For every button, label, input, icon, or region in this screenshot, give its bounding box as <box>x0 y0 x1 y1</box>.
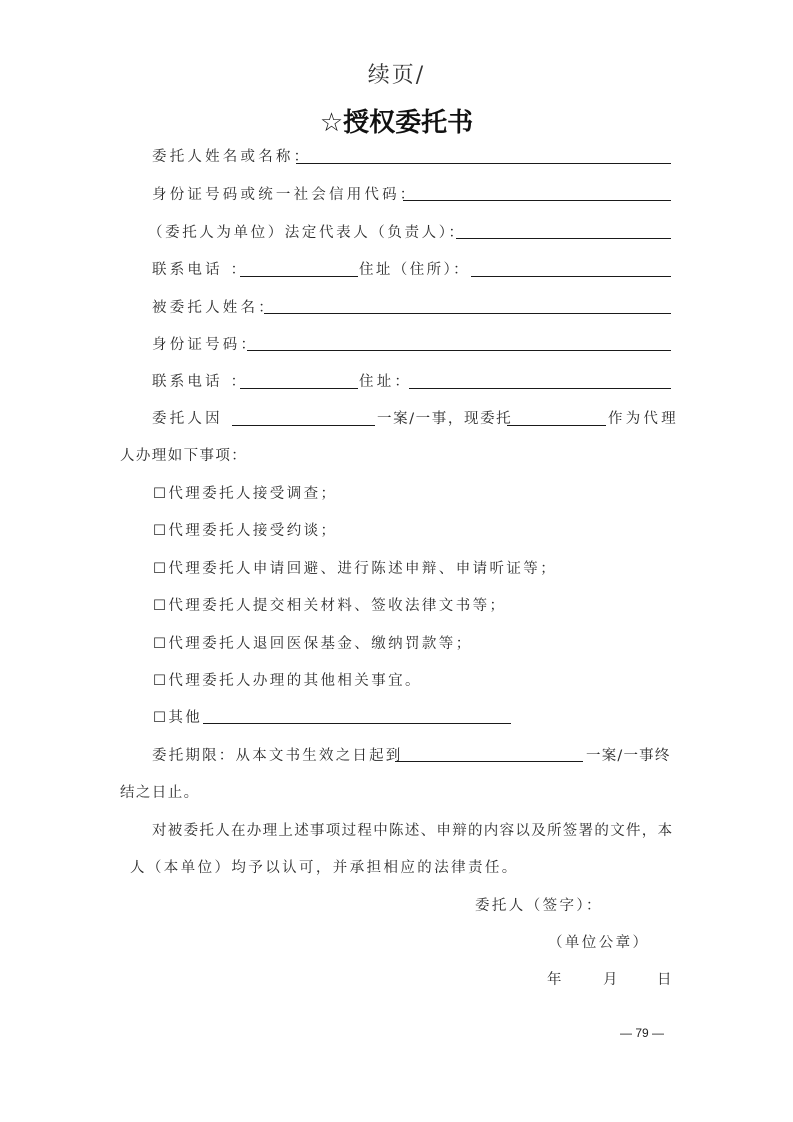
case-line2: 人办理如下事项： <box>120 448 248 464</box>
agent-id-label: 身份证号码： <box>152 337 259 353</box>
matter-checkbox-item[interactable]: ☐代理委托人办理的其他相关事宜。 <box>153 673 422 689</box>
year-label: 年 <box>547 972 565 988</box>
agent-id-field[interactable] <box>247 350 671 351</box>
acknowledgement-line1: 对被委托人在办理上述事项过程中陈述、申辩的内容以及所签署的文件，本 <box>152 823 674 839</box>
other-checkbox-item[interactable]: ☐其他 <box>153 710 203 726</box>
id-credit-code-field[interactable] <box>403 200 671 201</box>
matter-checkbox-item[interactable]: ☐代理委托人申请回避、进行陈述申辩、申请听证等； <box>153 561 558 577</box>
document-title: ☆授权委托书 <box>319 108 474 138</box>
id-credit-code-label: 身份证号码或统一社会信用代码： <box>152 187 418 203</box>
agent-address-label: 住址： <box>359 374 413 390</box>
principal-address-label: 住址（住所）： <box>359 262 471 278</box>
term-suffix: 一案/一事终 <box>586 748 671 764</box>
matter-checkbox-item[interactable]: ☐代理委托人接受调查； <box>153 486 338 502</box>
matter-checkbox-item[interactable]: ☐代理委托人退回医保基金、缴纳罚款等； <box>153 636 473 652</box>
agent-name-field[interactable] <box>264 313 671 314</box>
term-field[interactable] <box>395 761 583 762</box>
agent-name-label: 被委托人姓名： <box>152 300 276 316</box>
seal-label: （单位公章） <box>548 935 650 951</box>
principal-phone-field[interactable] <box>240 276 358 277</box>
matter-checkbox-item[interactable]: ☐代理委托人接受约谈； <box>153 523 338 539</box>
day-label: 日 <box>657 972 675 988</box>
legal-rep-field[interactable] <box>456 238 671 239</box>
principal-name-label: 委托人姓名或名称： <box>152 149 312 165</box>
case-suffix: 作为代理 <box>608 411 679 427</box>
agent-phone-label: 联系电话 ： <box>152 374 249 390</box>
other-field[interactable] <box>203 723 511 724</box>
agent-phone-field[interactable] <box>240 388 358 389</box>
principal-name-field[interactable] <box>296 163 671 164</box>
continuation-label: 续页/ <box>367 63 426 88</box>
principal-phone-label: 联系电话 ： <box>152 262 249 278</box>
month-label: 月 <box>603 972 621 988</box>
legal-rep-label: （委托人为单位）法定代表人（负责人）： <box>148 225 466 241</box>
signer-label: 委托人（签字）： <box>475 898 603 914</box>
term-line2: 结之日止。 <box>120 785 200 801</box>
case-middle: 一案/一事，现委托 <box>377 411 513 427</box>
term-prefix: 委托期限：从本文书生效之日起到 <box>152 748 403 764</box>
case-prefix: 委托人因 <box>152 411 223 427</box>
principal-address-field[interactable] <box>471 276 671 277</box>
agent-designation-field[interactable] <box>507 425 606 426</box>
page-number: — 79 — <box>620 1026 665 1040</box>
case-field[interactable] <box>232 425 375 426</box>
acknowledgement-line2: 人（本单位）均予以认可，并承担相应的法律责任。 <box>130 860 519 876</box>
matter-checkbox-item[interactable]: ☐代理委托人提交相关材料、签收法律文书等； <box>153 598 507 614</box>
agent-address-field[interactable] <box>409 388 671 389</box>
